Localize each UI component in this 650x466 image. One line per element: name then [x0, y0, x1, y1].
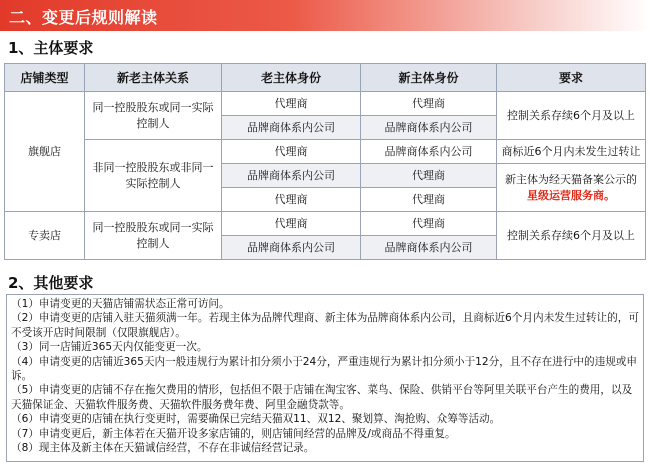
- header-new-identity: 新主体身份: [361, 64, 497, 92]
- new-identity-cell: 代理商: [361, 92, 497, 116]
- requirement-cell: 控制关系存续6个月及以上: [497, 92, 646, 140]
- requirement-text: 新主体为经天猫备案公示的: [505, 172, 637, 186]
- old-identity-cell: 代理商: [222, 212, 361, 236]
- store-type-flagship: 旗舰店: [5, 92, 85, 212]
- list-item: （8）现主体及新主体在天猫诚信经营，不存在非诚信经营记录。: [11, 442, 315, 455]
- table-row: [5, 212, 646, 236]
- section-banner: [0, 0, 650, 31]
- list-item: （6）申请变更的店铺在执行变更时，需要确保已完结天猫双11、双12、聚划算、淘抢购、众筹等活动。: [11, 413, 501, 426]
- list-item: （5）申请变更的店铺不存在拖欠费用的情形，包括但不限于店铺在淘宝客、菜鸟、保险、供销平台等阿里关联平台产生的费用，以及天猫保证金、天猫软件服务费、天猫软件服务费年费、阿里金融贷款等。: [11, 384, 633, 411]
- new-identity-cell: 代理商: [361, 188, 497, 212]
- requirement-cell: 控制关系存续6个月及以上: [497, 212, 646, 260]
- list-item: （2）申请变更的店铺入驻天猫须满一年。若现主体为品牌代理商、新主体为品牌商体系内公司，且商标近6个月内未发生过转让的，可不受该开店时间限制（仅限旗舰店）。: [11, 312, 639, 339]
- header-relation: 新老主体关系: [85, 64, 222, 92]
- old-identity-cell: 品牌商体系内公司: [222, 164, 361, 188]
- requirement-highlight: 星级运营服务商。: [527, 188, 615, 202]
- table-row: [5, 140, 646, 164]
- requirement-cell: [497, 164, 646, 212]
- new-identity-cell: 品牌商体系内公司: [361, 116, 497, 140]
- relation-different-controller: 非同一控股股东或非同一实际控制人: [85, 140, 222, 212]
- new-identity-cell: 代理商: [361, 212, 497, 236]
- relation-same-controller: 同一控股股东或同一实际控制人: [85, 212, 222, 260]
- list-item: （4）申请变更的店铺近365天内一般违规行为累计扣分须小于24分，严重违规行为累计扣分须小于12分，且不存在进行中的违规或申诉。: [11, 355, 637, 383]
- old-identity-cell: 品牌商体系内公司: [222, 116, 361, 140]
- new-identity-cell: 代理商: [361, 164, 497, 188]
- table-header-row: [5, 64, 646, 92]
- relation-same-controller: 同一控股股东或同一实际控制人: [85, 92, 222, 140]
- header-requirement: 要求: [497, 64, 646, 92]
- section-title-other: 2、其他要求: [8, 274, 94, 292]
- list-item: （3）同一店铺近365天内仅能变更一次。: [11, 341, 208, 354]
- section-title-subject: 1、主体要求: [8, 39, 94, 57]
- old-identity-cell: 代理商: [222, 92, 361, 116]
- header-old-identity: 老主体身份: [222, 64, 361, 92]
- old-identity-cell: 代理商: [222, 188, 361, 212]
- banner-title: 二、变更后规则解读: [9, 8, 158, 27]
- new-identity-cell: 品牌商体系内公司: [361, 236, 497, 260]
- header-store-type: 店铺类型: [5, 64, 85, 92]
- old-identity-cell: 代理商: [222, 140, 361, 164]
- old-identity-cell: 品牌商体系内公司: [222, 236, 361, 260]
- other-requirements-box: [6, 294, 644, 462]
- new-identity-cell: 品牌商体系内公司: [361, 140, 497, 164]
- list-item: （7）申请变更后，新主体若在天猫开设多家店铺的，则店铺间经营的品牌及/或商品不得重复。: [11, 427, 456, 440]
- table-row: [5, 92, 646, 116]
- requirement-cell: 商标近6个月内未发生过转让: [497, 140, 646, 164]
- store-type-specialty: 专卖店: [5, 212, 85, 260]
- list-item: （1）申请变更的天猫店铺需状态正常可访问。: [11, 298, 230, 310]
- subject-requirements-table: [4, 63, 646, 260]
